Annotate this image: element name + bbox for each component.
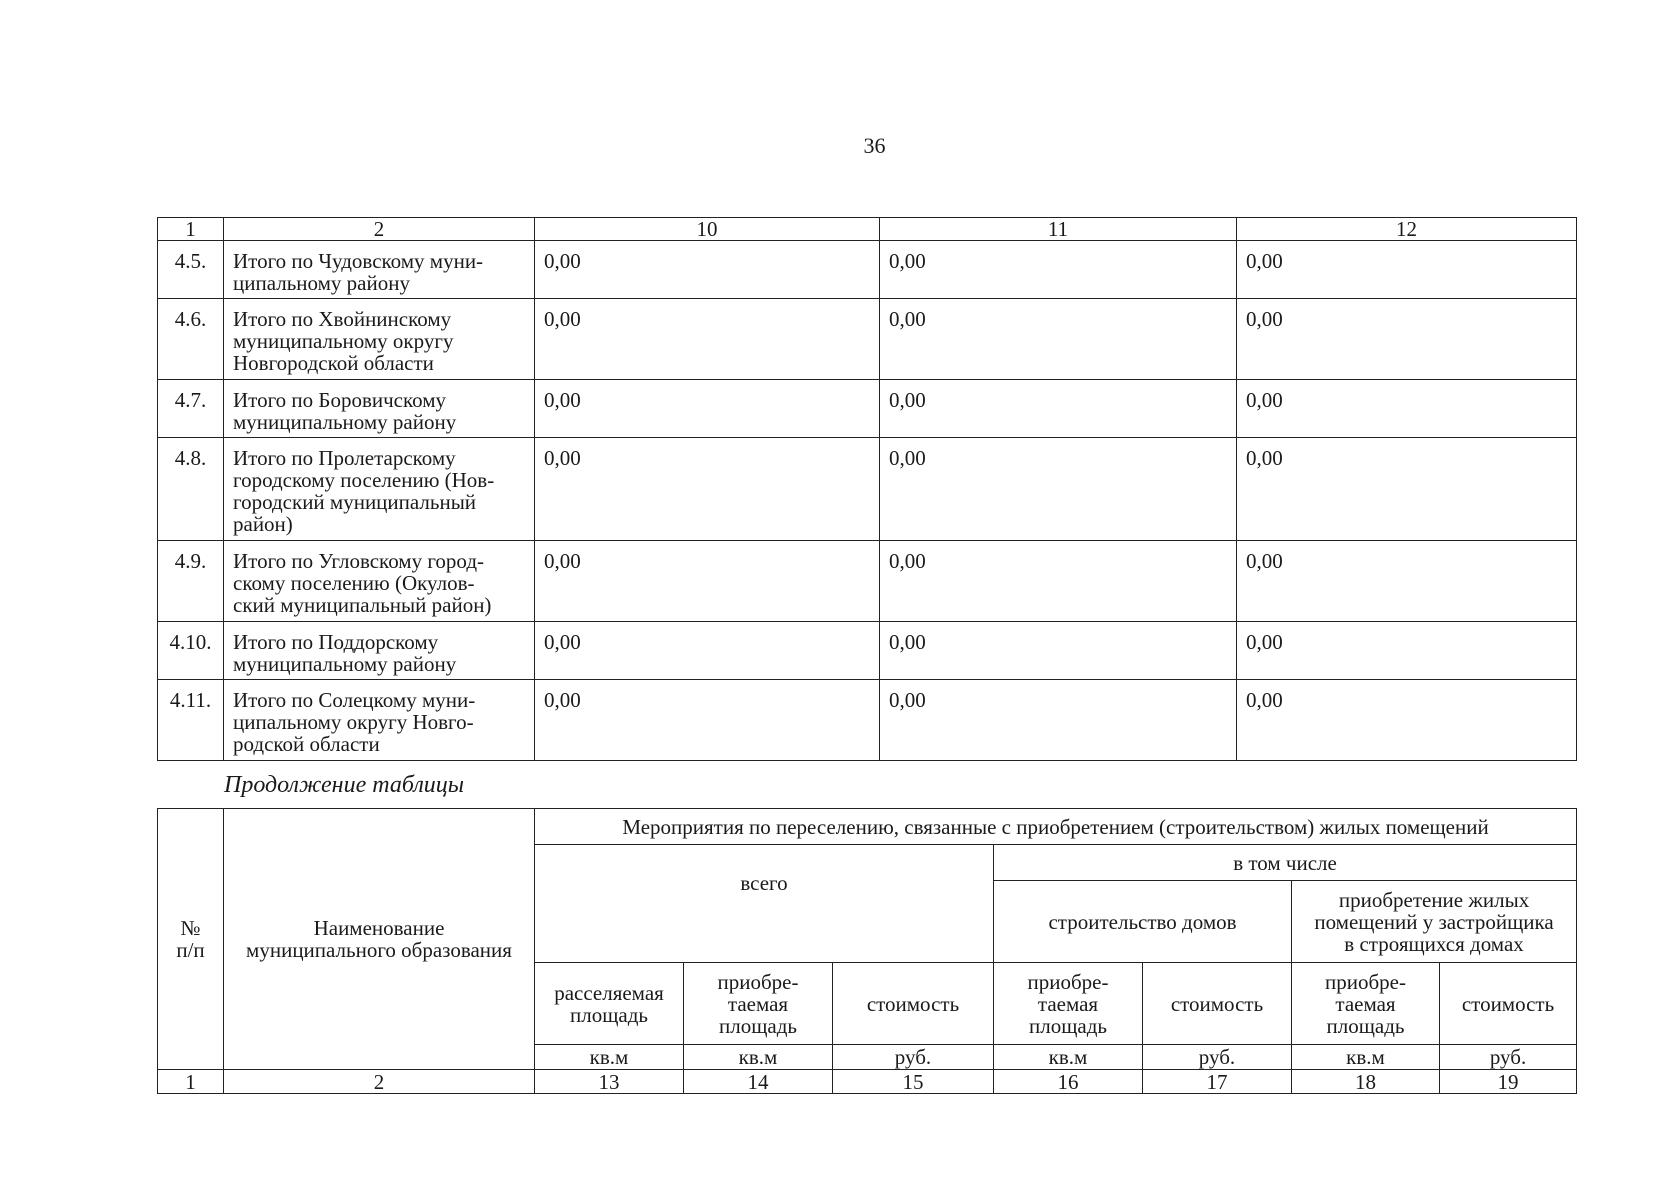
column-number: 13	[535, 1070, 684, 1094]
municipality-name: Итого по Солецкому муни- ципальному округу Новго- родской области	[224, 680, 535, 761]
resettled-area-header: расселяемая площадь	[535, 963, 684, 1045]
value-cell: 0,00	[1237, 622, 1577, 680]
value-cell: 0,00	[880, 622, 1237, 680]
cost-header: стоимость	[1440, 963, 1577, 1045]
cost-header: стоимость	[1143, 963, 1292, 1045]
row-number: 4.9.	[158, 541, 224, 622]
column-number: 2	[224, 1070, 535, 1094]
municipality-name: Итого по Хвойнинскому муниципальному округу Новгородской области	[224, 299, 535, 380]
unit-cell: кв.м	[994, 1045, 1143, 1070]
unit-cell: руб.	[833, 1045, 994, 1070]
table-row	[158, 299, 1577, 380]
developer-purchase-header: приобретение жилых помещений у застройщика в строящихся домах	[1292, 881, 1577, 963]
value-cell: 0,00	[535, 380, 880, 438]
value-cell: 0,00	[880, 380, 1237, 438]
value-cell: 0,00	[1237, 380, 1577, 438]
table-row	[158, 438, 1577, 541]
row-number: 4.6.	[158, 299, 224, 380]
column-header-number: № п/п	[158, 809, 224, 1070]
table-row	[158, 541, 1577, 622]
unit-cell: руб.	[1143, 1045, 1292, 1070]
column-number-row	[158, 218, 1577, 241]
row-number: 4.10.	[158, 622, 224, 680]
value-cell: 0,00	[1237, 680, 1577, 761]
page-number: 36	[863, 133, 886, 158]
total-header: всего	[535, 845, 994, 963]
municipality-name: Итого по Поддорскому муниципальному району	[224, 622, 535, 680]
value-cell: 0,00	[535, 541, 880, 622]
acquired-area-header: приобре- таемая площадь	[1292, 963, 1440, 1045]
table-row	[158, 680, 1577, 761]
column-number: 17	[1143, 1070, 1292, 1094]
value-cell: 0,00	[880, 299, 1237, 380]
row-number: 4.7.	[158, 380, 224, 438]
value-cell: 0,00	[1237, 299, 1577, 380]
continuation-table-top	[157, 217, 1577, 761]
continuation-label: Продолжение таблицы	[224, 772, 465, 798]
unit-cell: кв.м	[1292, 1045, 1440, 1070]
column-number: 16	[994, 1070, 1143, 1094]
column-number: 12	[1237, 218, 1577, 241]
municipality-name: Итого по Пролетарскому городскому поселению (Нов- городский муниципальный район)	[224, 438, 535, 541]
column-header-name: Наименование муниципального образования	[224, 809, 535, 1070]
value-cell: 0,00	[880, 438, 1237, 541]
value-cell: 0,00	[535, 622, 880, 680]
row-number: 4.8.	[158, 438, 224, 541]
column-number: 15	[833, 1070, 994, 1094]
municipality-name: Итого по Боровичскому муниципальному району	[224, 380, 535, 438]
construction-header: строительство домов	[994, 881, 1292, 963]
unit-cell: руб.	[1440, 1045, 1577, 1070]
value-cell: 0,00	[880, 241, 1237, 299]
municipality-name: Итого по Чудовскому муни- ципальному району	[224, 241, 535, 299]
acquired-area-header: приобре- таемая площадь	[994, 963, 1143, 1045]
column-number: 14	[684, 1070, 833, 1094]
row-number: 4.5.	[158, 241, 224, 299]
value-cell: 0,00	[535, 680, 880, 761]
value-cell: 0,00	[1237, 241, 1577, 299]
column-number-row	[158, 1070, 1577, 1094]
value-cell: 0,00	[535, 241, 880, 299]
continuation-table-header	[157, 808, 1577, 1094]
column-number: 19	[1440, 1070, 1577, 1094]
table-row	[158, 241, 1577, 299]
value-cell: 0,00	[1237, 438, 1577, 541]
group-header: Мероприятия по переселению, связанные с приобретением (строительством) жилых помещений	[535, 809, 1577, 845]
column-number: 1	[158, 1070, 224, 1094]
column-number: 10	[535, 218, 880, 241]
column-number: 1	[158, 218, 224, 241]
municipality-name: Итого по Угловскому город- скому поселению (Окулов- ский муниципальный район)	[224, 541, 535, 622]
acquired-area-header: приобре- таемая площадь	[684, 963, 833, 1045]
value-cell: 0,00	[880, 680, 1237, 761]
column-number: 18	[1292, 1070, 1440, 1094]
column-number: 11	[880, 218, 1237, 241]
cost-header: стоимость	[833, 963, 994, 1045]
value-cell: 0,00	[1237, 541, 1577, 622]
unit-cell: кв.м	[684, 1045, 833, 1070]
value-cell: 0,00	[880, 541, 1237, 622]
table-row	[158, 380, 1577, 438]
column-number: 2	[224, 218, 535, 241]
value-cell: 0,00	[535, 299, 880, 380]
value-cell: 0,00	[535, 438, 880, 541]
row-number: 4.11.	[158, 680, 224, 761]
including-header: в том числе	[994, 845, 1577, 881]
table-row	[158, 622, 1577, 680]
unit-cell: кв.м	[535, 1045, 684, 1070]
